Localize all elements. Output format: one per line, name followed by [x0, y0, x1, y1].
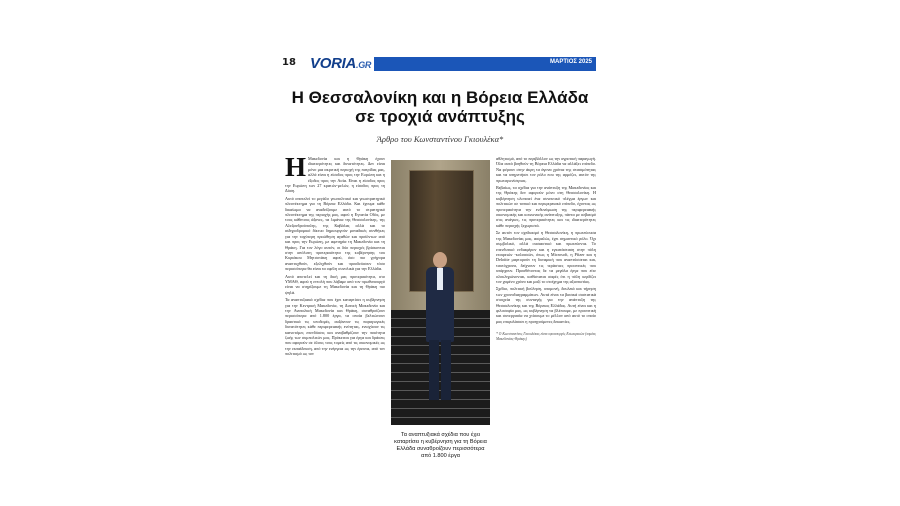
magazine-page	[270, 48, 610, 468]
pull-quote: Τα αναπτυξιακά σχέδια που έχει καταρτίσει η κυβέρνηση για τη Βόρεια Ελλάδα συναθροίζουν περισσότερα από 1.800 έργα	[394, 432, 487, 459]
title-line-2: σε τροχιά ανάπτυξης	[355, 107, 525, 126]
paragraph: Σχέδιο, πολιτική βούληση, υπομονή, δουλειά και τήρηση των χρονοδιαγραμμάτων. Αυτά είναι τα βασικά συστατικά στοιχεία της συνταγής για την ανάπτυξη της Θεσσαλονίκης και της Βόρειας Ελλάδας. Αυτή είναι και η φιλοσοφία μας, ως κυβέρνηση να βλέπουμε, με προοπτική και συνεργασία να χτίσουμε το μέλλον από αυτό το οποίο μας επιφυλάσσει η προηγούμενες δεκαετίες.	[496, 286, 596, 324]
drop-cap: Η	[285, 156, 307, 182]
article-column-left	[285, 156, 385, 468]
photo-figure-head	[433, 252, 447, 268]
article-byline: Άρθρο του Κωνσταντίνου Γκιουλέκα*	[376, 134, 504, 144]
photo-figure-shirt	[437, 268, 443, 290]
issue-date: ΜΑΡΤΙΟΣ 2025	[550, 59, 592, 65]
paragraph: Τα αναπτυξιακά σχέδια που έχει καταρτίσει η κυβέρνηση για την Κεντρική Μακεδονία, τη Δυτική Μακεδονία και την Ανατολική Μακεδονία και Θράκη, συναθροίζουν περισσότερα από 1.800 έργα, τα οποία βελτιώνουν δραστικά τις υποδομές, αυξάνουν τις παραγωγικές δυνατότητες κάθε περιφερειακής ενότητας, ενισχύουν τις καινοτόμες επενδύσεις και αναβαθμίζουν την ποιότητα ζωής των συμπολιτών μας. Πρόκειται για έργα και δράσεις που αφορούν σε όλους τους τομείς από τις οικονομικές ως την εκπαίδευση, από την ενέργεια ως την έρευνα, από τον πολιτισμό ως τον	[285, 297, 385, 357]
voria-logo	[310, 55, 371, 72]
article-title	[270, 88, 610, 126]
title-line-1: Η Θεσσαλονίκη και η Βόρεια Ελλάδα	[291, 88, 589, 107]
paragraph: Μακεδονία και η Θράκη έχουν ιδιαιτερότητες και δυνατότητες. Δεν είναι μόνο μια ακριτική περιοχή της πατρίδας μας, αλλά είναι η είσοδος προς την Ευρώπη και η έξοδος προς την Ασία. Είναι η είσοδος προς την Ευρώπη των 27 κρατών-μελών, η είσοδος προς τη Δύση.	[285, 156, 385, 194]
logo-main: VORIA	[310, 55, 357, 72]
header-bar	[374, 57, 596, 71]
paragraph: Αυτό αποτελεί και τη δική μας προτεραιότητα, στο ΥΜΑΘ, αφού η εντολή που λάβαμε από τον πρωθυπουργό είναι να στηρίξουμε τη Μακεδονία και τη Θράκη πιο ψηλά.	[285, 273, 385, 295]
page-header	[270, 52, 610, 74]
logo-suffix: .GR	[356, 60, 372, 70]
paragraph: αθλητισμό, από το περιβάλλον ως την αγροτική παραγωγή. Όλα αυτά βοηθούν τη Βόρεια Ελλάδα να αλλάξει επίπεδο. Να φέρουν στην άκρη τα άγονα χρόνια της στασιμότητας και να υπηρετήσει τον ρόλο που της αρμόζει, αυτόν της πρωταγωνίστριας.	[496, 156, 596, 183]
paragraph: Αυτό αποτελεί το μεγάλο γεωπολιτικό και γεωστρατηγικό πλεονέκτημα για τη Βόρεια Ελλάδα. Και έχουμε κάθε δικαίωμα να αναδείξουμε αυτό το στρατηγικό πλεονέκτημα της περιοχής μας, αφού η Εγνατία Οδός, με τους κάθετους άξονες, τα λιμάνια της Θεσσαλονίκης, της Αλεξανδρούπολης, της Καβάλας αλλά και το σιδηροδρομικό δίκτυο δημιουργούν μοναδικές συνθήκες για την ταχύτερη προώθηση αγαθών και προϊόντων από και προς την Ευρώπη, με αφετηρία τη Μακεδονία και τη Θράκη. Για τον λόγο αυτόν, οι δύο περιοχές βρίσκονται στην απόλυτη προτεραιότητα της κυβέρνησης του Κυριάκου Μητσοτάκη αφού, όσο πιο γρήγορα αναπτυχθούν, εξελιχθούν και προοδεύσουν τόσο περισσότερα θα είναι τα οφέλη συνολικά για την Ελλάδα.	[285, 195, 385, 272]
article-column-right	[496, 156, 596, 468]
paragraph: Βεβαίως, τα σχέδια για την ανάπτυξη της Μακεδονίας και της Θράκης δεν αφορούν μόνο στη Θεσσαλονίκη. Η κυβέρνηση υλοποιεί ένα συνεκτικό πλέγμα έργων και πολιτικών σε τοπικό και περιφερειακό επίπεδο, έχοντας ως προτεραιότητα την ενδυνάμωση της περιφερειακής οικονομικής και κοινωνικής ανάπτυξης, πάντα με σεβασμό στις ανάγκες, τις προτεραιότητες και τις ιδιαιτερότητες κάθε περιοχής ξεχωριστά.	[496, 185, 596, 228]
author-footnote: * Ο Κωνσταντίνος Γκιουλέκας είναι υφυπουργός Εσωτερικών (τομέας Μακεδονίας-Θράκης)	[496, 332, 596, 341]
photo-figure-legs	[429, 340, 451, 400]
paragraph: Σε αυτόν τον σχεδιασμό η Θεσσαλονίκη, η πρωτεύουσα της Μακεδονίας μας, ασφαλώς, έχει σημαντικό ρόλο. Όχι συμβολικό, αλλά ουσιαστικό και πρωτεύοντα. Το επενδυτικό ενδιαφέρον και η εγκατάσταση στην πόλη εταιρειών -κολοσσών, όπως η Microsoft, η Pfizer και η Deloitte μαρτυρούν τη δυναμική που αναπτύσσεται και, ταυτόχρονα, δείχνουν τις τεράστιες προοπτικές που υπάρχουν. Προσθέτοντας δε τα μεγάλα έργα που είτε ολοκληρώνονται, καθίσταται σαφές ότι η πόλη κερδίζει τον χαμένο χρόνο και μαζί το στοίχημα της αξιοπιστίας.	[496, 230, 596, 284]
author-photo	[391, 160, 490, 425]
page-number: 18	[282, 57, 296, 68]
